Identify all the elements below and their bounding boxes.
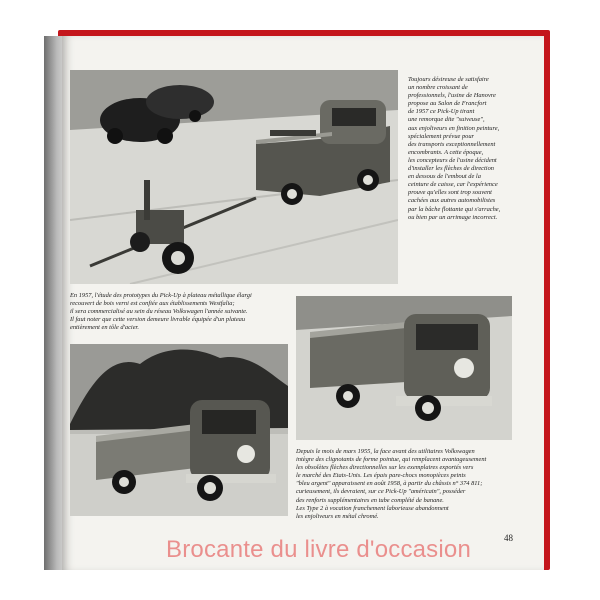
caption-line: ou bien par un arrimage incorrect. — [408, 213, 498, 221]
caption-line: des transports exceptionnellement — [408, 140, 496, 148]
photo-pickup-american-drawing — [296, 296, 512, 440]
caption-line: aux enjoliveurs en finition peinture, — [408, 124, 500, 132]
caption-line: intègre des clignotants de forme pointue, qui remplacent avantageusement — [296, 456, 487, 464]
caption-line: des renforts supplémentaires en tube complété de banane. — [296, 496, 444, 504]
caption-line: de 1957 ce Pick-Up tirant — [408, 108, 475, 116]
caption-line: les concepteurs de l'usine décident — [408, 156, 497, 164]
photo-pickup-westfalia-drawing — [70, 344, 288, 516]
caption-line: propose au Salon de Francfort — [408, 100, 487, 108]
caption-line: curieusement, ils devraient, sur ce Pick-Up "américain", posséder — [296, 488, 466, 496]
caption-line: il sera commercialisé au sein du réseau Volkswagen l'année suivante. — [70, 308, 248, 316]
caption-line: En 1957, l'étude des prototypes du Pick-Up à plateau métallique élargi — [70, 292, 252, 299]
caption-line: entièrement en tôle d'acier. — [70, 324, 139, 332]
caption-line: les enjoliveurs en métal chromé. — [296, 512, 379, 520]
caption-mid-left — [70, 292, 292, 332]
photo-pickup-with-trailer-drawing — [70, 70, 398, 284]
caption-line: Depuis le mois de mars 1955, la face avant des utilitaires Volkswagen — [296, 448, 475, 455]
caption-line: en dessous de l'embout de la — [408, 173, 481, 181]
caption-line: "bleu argent" apparaissent en août 1958, à partir du châssis n° 374 811; — [296, 480, 483, 488]
caption-line: un nombre croissant de — [408, 84, 468, 92]
caption-line: spécialement prévue pour — [408, 132, 475, 140]
photo-pickup-with-trailer — [70, 70, 398, 284]
caption-line: Toujours désireuse de satisfaire — [408, 76, 489, 83]
page-number: 48 — [504, 533, 513, 543]
watermark-text: Brocante du livre d'occasion — [166, 536, 472, 563]
photo-pickup-westfalia — [70, 344, 288, 516]
caption-line: le marché des Etats-Unis. Les épais pare-chocs monopièces peints — [296, 472, 466, 480]
photo-pickup-american — [296, 296, 512, 440]
caption-line: cachées aux autres automobilistes — [408, 197, 496, 205]
caption-line: les obsolètes flèches directionnelles sur les exemplaires exportés vers — [296, 464, 474, 472]
caption-line: Les Type 2 à vocation franchement laborieuse abandonnent — [296, 504, 449, 512]
caption-line: d'installer les flèches de direction — [408, 165, 494, 173]
caption-line: encombrants. A cette époque, — [408, 148, 484, 156]
caption-line: Il faut noter que cette version demeure livrable équipée d'un plateau — [70, 316, 246, 324]
caption-line: ceinture de caisse, car l'expérience — [408, 181, 498, 189]
caption-line: par la bâche flottante qui s'arrache, — [408, 205, 501, 213]
caption-line: professionnels, l'usine de Hanovre — [408, 92, 496, 100]
caption-line: une remorque dite "suiveuse", — [408, 116, 485, 124]
caption-top-right — [408, 76, 544, 222]
caption-line: recouvert de bois verni est confiée aux établissements Westfalia; — [70, 300, 235, 308]
caption-bottom-right — [296, 448, 512, 521]
caption-line: prouve qu'elles sont trop souvent — [408, 189, 492, 197]
